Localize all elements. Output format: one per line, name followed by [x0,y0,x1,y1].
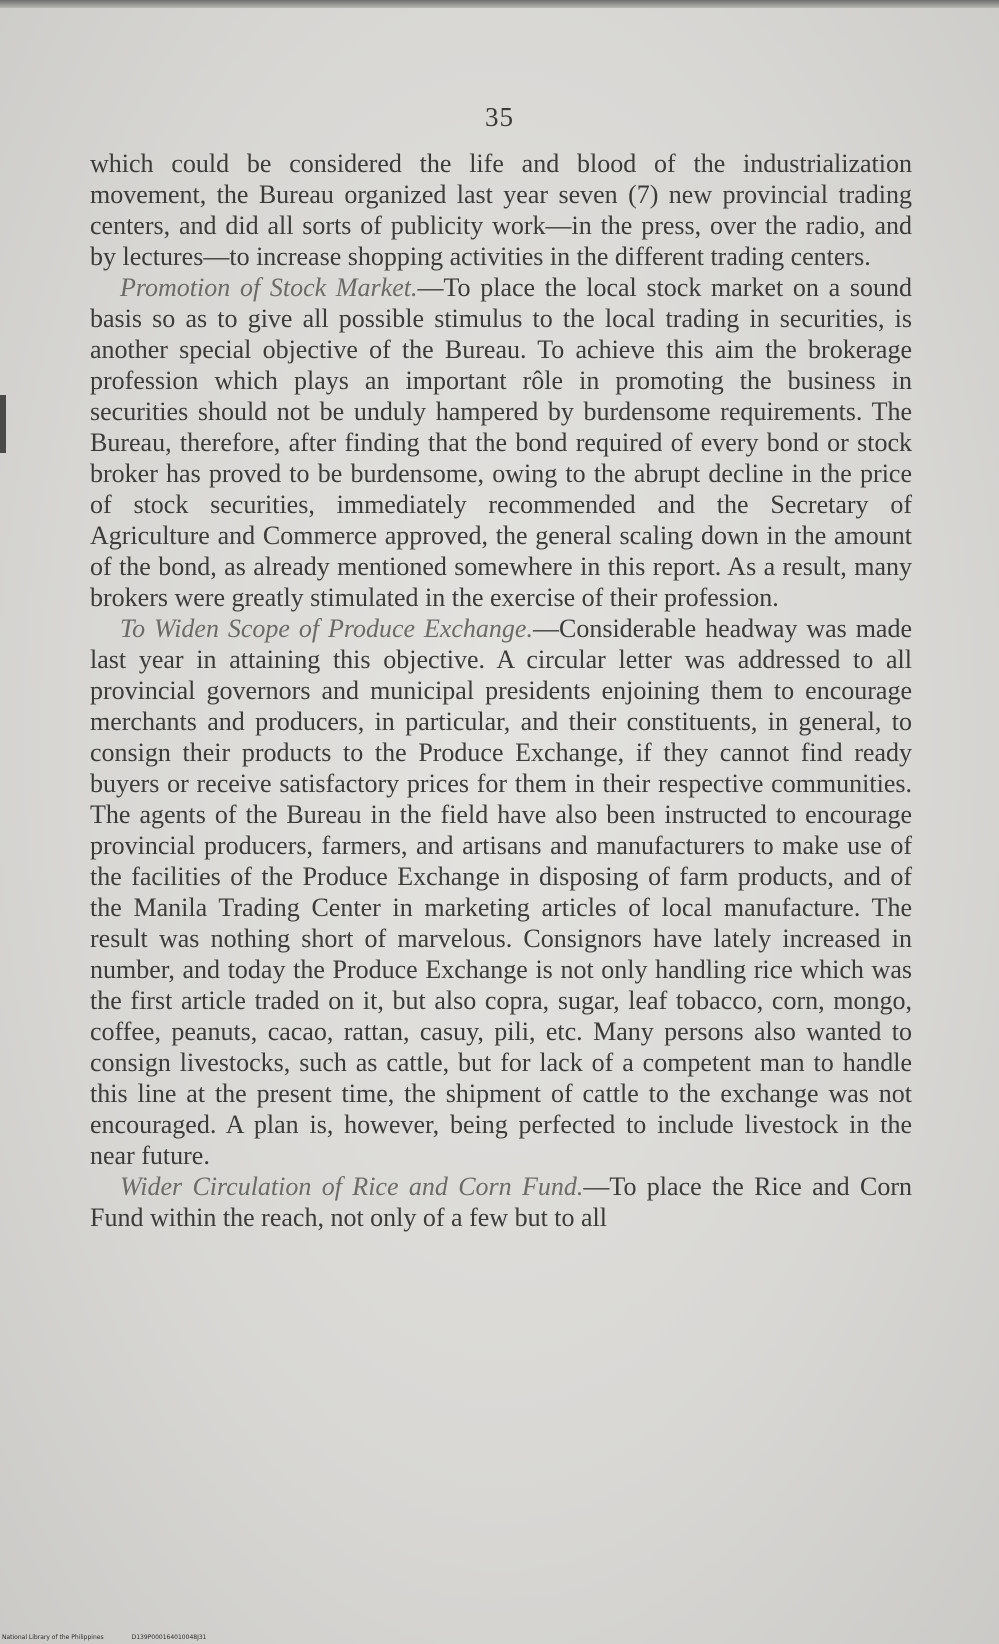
section-heading: Wider Circulation of Rice and Corn Fund. [120,1172,584,1201]
paragraph-text: —Considerable headway was made last year in attaining this objective. A circular letter was addressed to all provincial governors and municipal presidents enjoining them to encourage merchants and producers, in particular, and their constituents, in general, to consign their products to the Produce Exchange, if they cannot find ready buyers or receive satisfactory prices for them in their respective communities. The agents of the Bureau in the field have also been instructed to encourage provincial producers, farmers, and artisans and manufacturers to make use of the facilities of the Produce Exchange in disposing of farm products, and of the Manila Trading Center in marketing articles of local manufacture. The result was nothing short of marvelous. Consignors have lately increased in number, and today the Produce Exchange is not only handling rice which was the first article traded on it, but also copra, sugar, leaf tobacco, corn, mongo, coffee, peanuts, cacao, rattan, casuy, pili, etc. Many persons also wanted to consign livestocks, such as cattle, but for lack of a competent man to handle this line at the present time, the shipment of cattle to the exchange was not encouraged. A plan is, however, being perfected to include livestock in the near future. [90,614,912,1170]
paragraph-stock-market [90,272,912,613]
scan-left-mark [0,395,6,453]
paragraph-rice-corn-fund [90,1171,912,1233]
scan-top-edge [0,0,999,8]
body-text [90,148,912,1233]
scan-footer [2,1634,206,1641]
section-heading: To Widen Scope of Produce Exchange. [120,614,533,643]
paragraph-continuation [90,148,912,272]
paragraph-text: —To place the Rice and Corn Fund within the reach, not only of a few but to all [90,1172,912,1232]
paragraph-produce-exchange [90,613,912,1171]
section-heading: Promotion of Stock Market. [120,273,418,302]
footer-library: National Library of the Philippines [2,1634,104,1641]
page-number: 35 [485,102,514,132]
footer-identifier: D139P000164010048J31 [131,1634,207,1641]
paragraph-text: —To place the local stock market on a sound basis so as to give all possible stimulus to the local trading in securities, is another special objective of the Bureau. To achieve this aim the brokerage profession which plays an important rôle in promoting the business in securities should not be unduly hampered by burdensome requirements. The Bureau, therefore, after finding that the bond required of every bond or stock broker has proved to be burdensome, owing to the abrupt decline in the price of stock securities, immediately recommended and the Secretary of Agriculture and Commerce approved, the general scaling down in the amount of the bond, as already mentioned somewhere in this report. As a result, many brokers were greatly stimulated in the exercise of their profession. [90,273,912,612]
paragraph-text: which could be considered the life and blood of the industrialization movement, the Bureau organized last year seven (7) new provincial trading centers, and did all sorts of publicity work—in the press, over the radio, and by lectures—to increase shopping activities in the different trading centers. [90,149,912,271]
